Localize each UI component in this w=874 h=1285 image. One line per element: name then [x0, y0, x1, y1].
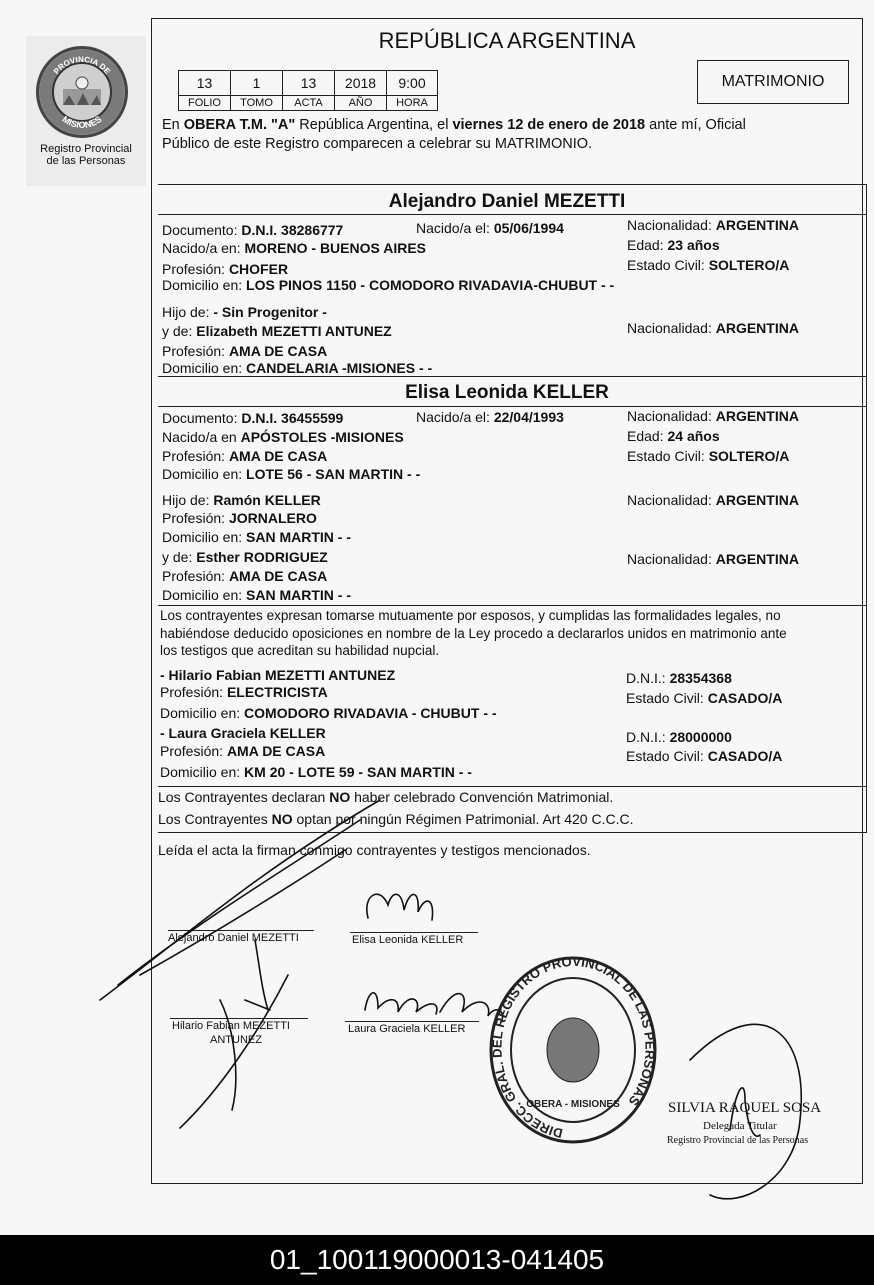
c1-nacionalidad: Nacionalidad: ARGENTINA [627, 217, 799, 233]
testigo2-profesion: Profesión: AMA DE CASA [160, 743, 326, 759]
seal-ring-top-text: PROVINCIA DE [51, 54, 113, 77]
signature-stroke [367, 894, 433, 920]
signature-stroke [255, 940, 268, 1010]
signature-stroke [118, 820, 360, 985]
signature-stroke [220, 1000, 236, 1110]
c2-padre: Hijo de: Ramón KELLER [162, 492, 321, 508]
c2-madre-nacionalidad: Nacionalidad: ARGENTINA [627, 551, 799, 567]
c2-nacido-el: Nacido/a el: 22/04/1993 [416, 409, 564, 425]
oficial-registro: Registro Provincial de las Personas [667, 1135, 809, 1146]
cierre-text: Leída el acta la firman conmigo contrayentes y testigos mencionados. [158, 842, 591, 858]
seal-ring-bottom-text: MISIONES [60, 113, 104, 130]
c2-padre-domicilio: Domicilio en: SAN MARTIN - - [162, 529, 352, 545]
c2-madre: y de: Esther RODRIGUEZ [162, 549, 328, 565]
acta-label: ACTA [282, 96, 334, 111]
anio-value: 2018 [334, 70, 386, 96]
registro-line1: Registro Provincial [40, 143, 132, 155]
folio-value: 13 [178, 70, 230, 96]
testigo1-name: - Hilario Fabian MEZETTI ANTUNEZ [160, 667, 396, 683]
document-code: 01_100119000013-041405 [0, 1235, 874, 1285]
firma-testigo1-label-a: Hilario Fabian MEZETTI [172, 1020, 290, 1032]
c2-padre-profesion: Profesión: JORNALERO [162, 510, 317, 526]
testigo2-name: - Laura Graciela KELLER [160, 725, 326, 741]
c1-madre: y de: Elizabeth MEZETTI ANTUNEZ [162, 323, 392, 339]
c1-madre-nacionalidad: Nacionalidad: ARGENTINA [627, 320, 799, 336]
declaracion-line3: los testigos que acreditan su habilidad nupcial. [160, 643, 440, 658]
c2-nacido-en: Nacido/a en APÓSTOLES -MISIONES [162, 429, 404, 445]
firma-contrayente2-label: Elisa Leonida KELLER [352, 934, 464, 946]
c1-padre: Hijo de: - Sin Progenitor - [162, 304, 327, 320]
c1-nacido-en: Nacido/a en: MORENO - BUENOS AIRES [162, 240, 426, 256]
c1-nacido-el: Nacido/a el: 05/06/1994 [416, 220, 564, 236]
tomo-value: 1 [230, 70, 282, 96]
oficial-name: SILVIA RAQUEL SOSA [668, 1100, 822, 1116]
c2-estado-civil: Estado Civil: SOLTERO/A [627, 448, 790, 464]
c1-documento: Documento: D.N.I. 38286777 [162, 222, 344, 238]
testigo1-profesion: Profesión: ELECTRICISTA [160, 684, 328, 700]
contrayente2-name: Elisa Leonida KELLER [405, 382, 609, 403]
convencion-line2: Los Contrayentes NO optan por ningún Régimen Patrimonial. Art 420 C.C.C. [158, 811, 634, 827]
acta-type-box: MATRIMONIO [697, 60, 849, 104]
intro-line2: Público de este Registro comparecen a celebrar su MATRIMONIO. [162, 136, 593, 152]
intro-date: viernes 12 de enero de 2018 [452, 117, 646, 133]
acta-value: 13 [282, 70, 334, 96]
convencion-line1: Los Contrayentes declaran NO haber celebrado Convención Matrimonial. [158, 789, 614, 805]
c1-edad: Edad: 23 años [627, 237, 720, 253]
hora-value: 9:00 [386, 70, 438, 96]
signature-stroke [365, 993, 437, 1014]
c1-domicilio: Domicilio en: LOS PINOS 1150 - COMODORO RIVADAVIA-CHUBUT - - [162, 277, 615, 293]
c2-nacionalidad: Nacionalidad: ARGENTINA [627, 408, 799, 424]
stamp-ring-text: DIRECC. GRAL. DEL REGISTRO PROVINCIAL DE LAS PERSONAS [489, 955, 658, 1142]
c1-profesion: Profesión: CHOFER [162, 261, 289, 277]
c2-domicilio: Domicilio en: LOTE 56 - SAN MARTIN - - [162, 466, 421, 482]
oficial-cargo: Delegada Titular [703, 1120, 777, 1132]
registro-stamp-icon [488, 955, 658, 1145]
declaracion-line1: Los contrayentes expresan tomarse mutuamente por esposos, y cumplidas las formalidades legales, no [160, 608, 781, 623]
anio-label: AÑO [334, 96, 386, 111]
intro-text-2: República Argentina, el [295, 117, 453, 133]
c1-madre-profesion: Profesión: AMA DE CASA [162, 343, 328, 359]
tomo-label: TOMO [230, 96, 282, 111]
firma-testigo1-label-b: ANTUNEZ [210, 1034, 262, 1046]
c1-estado-civil: Estado Civil: SOLTERO/A [627, 257, 790, 273]
folio-label: FOLIO [178, 96, 230, 111]
document-title: REPÚBLICA ARGENTINA [378, 28, 636, 53]
testigo1-domicilio: Domicilio en: COMODORO RIVADAVIA - CHUBUT - - [160, 705, 497, 721]
c2-padre-nacionalidad: Nacionalidad: ARGENTINA [627, 492, 799, 508]
intro-place: OBERA T.M. "A" [183, 117, 296, 133]
intro-text-3: ante mí, Oficial [645, 117, 746, 133]
c2-documento: Documento: D.N.I. 36455599 [162, 410, 344, 426]
contrayente1-name: Alejandro Daniel MEZETTI [388, 191, 626, 212]
testigo1-dni: D.N.I.: 28354368 [626, 670, 732, 686]
c2-edad: Edad: 24 años [627, 428, 720, 444]
firma-contrayente1-label: Alejandro Daniel MEZETTI [168, 932, 299, 944]
c2-madre-domicilio: Domicilio en: SAN MARTIN - - [162, 587, 352, 603]
signature-stroke [100, 800, 380, 1000]
c1-madre-domicilio: Domicilio en: CANDELARIA -MISIONES - - [162, 360, 433, 376]
firma-testigo2-label: Laura Graciela KELLER [348, 1023, 466, 1035]
registro-line2: de las Personas [46, 155, 126, 167]
testigo2-dni: D.N.I.: 28000000 [626, 729, 732, 745]
hora-label: HORA [386, 96, 438, 111]
stamp-city-text: OBERA - MISIONES [526, 1099, 620, 1110]
testigo2-domicilio: Domicilio en: KM 20 - LOTE 59 - SAN MARTIN - - [160, 764, 472, 780]
intro-text-1: En [162, 117, 184, 133]
c2-profesion: Profesión: AMA DE CASA [162, 448, 328, 464]
declaracion-line2: habiéndose deducido oposiciones en nombre de la Ley procedo a declararlos unidos en matrimonio ante [160, 626, 787, 641]
signature-stroke [140, 850, 345, 975]
testigo1-estado-civil: Estado Civil: CASADO/A [626, 690, 783, 706]
c2-madre-profesion: Profesión: AMA DE CASA [162, 568, 328, 584]
testigo2-estado-civil: Estado Civil: CASADO/A [626, 748, 783, 764]
